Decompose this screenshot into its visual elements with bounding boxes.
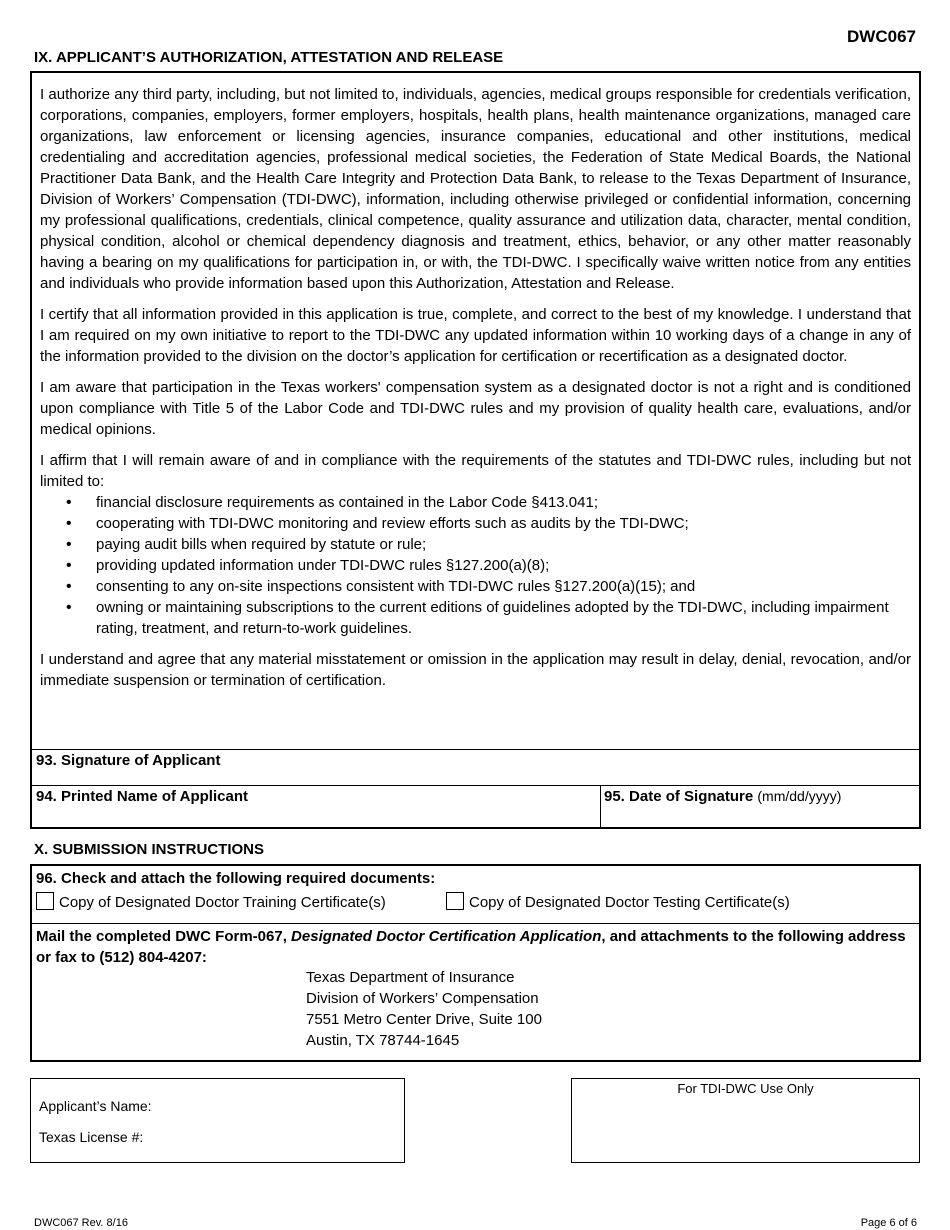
documents-label: 96. Check and attach the following required documents: xyxy=(36,870,436,887)
list-item: • financial disclosure requirements as contained in the Labor Code §413.041; xyxy=(40,492,911,513)
printed-name-field[interactable] xyxy=(32,785,601,827)
date-format-hint: (mm/dd/yyyy) xyxy=(757,788,842,804)
page-number: Page 6 of 6 xyxy=(860,1217,917,1229)
signature-field[interactable] xyxy=(32,749,919,786)
list-item: • providing updated information under TDI-DWC rules §127.200(a)(8); xyxy=(40,555,911,576)
participation-paragraph: I am aware that participation in the Texas workers' compensation system as a designated doctor is not a right and is conditioned upon compliance with Title 5 of the Labor Code and TDI-DWC rules and my provision of quality health care, evaluations, and/or medical opinions. xyxy=(40,379,911,438)
testing-certificate-label: Copy of Designated Doctor Testing Certificate(s) xyxy=(469,894,790,911)
mail-text-1: Mail the completed DWC Form-067, xyxy=(36,928,292,945)
list-item: • paying audit bills when required by statute or rule; xyxy=(40,534,911,555)
list-item: • consenting to any on-site inspections consistent with TDI-DWC rules §127.200(a)(15); and xyxy=(40,576,911,597)
section-9-title: IX. APPLICANT’S AUTHORIZATION, ATTESTATION AND RELEASE xyxy=(34,49,504,66)
form-code: DWC067 xyxy=(847,27,916,46)
mailing-address xyxy=(306,967,542,1051)
testing-checkbox-row[interactable] xyxy=(446,892,790,911)
date-signature-label xyxy=(604,788,841,805)
training-certificate-label: Copy of Designated Doctor Training Certificate(s) xyxy=(59,894,386,911)
authorization-box xyxy=(30,71,921,829)
applicant-name-label: Applicant’s Name: xyxy=(39,1098,152,1114)
training-certificate-checkbox[interactable] xyxy=(36,892,54,910)
misstatement-paragraph: I understand and agree that any material misstatement or omission in the application may result in delay, denial, revocation, and/or immediate suspension or termination of certification. xyxy=(40,651,911,689)
certification-paragraph: I certify that all information provided in this application is true, complete, and correct to the best of my knowledge. I understand that I am required on my own initiative to report to the TDI-DWC any updated information within 10 working days of a change in any of the information provided to the division on the doctor’s application for certification or recertification as a designated doctor. xyxy=(40,306,911,365)
submission-box xyxy=(30,864,921,1062)
mail-text-2: , and attachments to the following address or fax to (512) 804-4207: xyxy=(36,928,906,966)
date-label-text: 95. Date of Signature xyxy=(604,788,754,805)
authorization-paragraph: I authorize any third party, including, but not limited to, individuals, agencies, medical groups responsible for credentials verification, corporations, companies, employers, former employers, hospitals, health plans, health maintenance organizations, managed care organizations, law enforcement or licensing agencies, insurance companies, educational and other institutions, medical credentialing and accreditation agencies, professional medical societies, the Federation of State Medical Boards, the National Practitioner Data Bank, and the Health Care Integrity and Protection Data Bank, to release to the Texas Department of Insurance, Division of Workers’ Compensation (TDI-DWC), information, including otherwise privileged or confidential information, concerning my professional qualifications, credentials, clinical competence, quality assurance and utilization data, character, mental condition, physical condition, alcohol or chemical dependency diagnosis and treatment, ethics, behavior, or any other matter reasonably having a bearing on my qualifications for participation in, or with, the TDI-DWC. I specifically waive written notice from any entities and individuals who provide information based upon this Authorization, Attestation and Release. xyxy=(40,86,911,292)
form-title: Designated Doctor Certification Application xyxy=(291,928,602,945)
signature-label: 93. Signature of Applicant xyxy=(36,752,221,769)
mail-instructions xyxy=(36,926,911,968)
testing-certificate-checkbox[interactable] xyxy=(446,892,464,910)
printed-name-label: 94. Printed Name of Applicant xyxy=(36,788,248,805)
address-line: Division of Workers’ Compensation xyxy=(306,990,539,1007)
applicant-info-box[interactable] xyxy=(30,1078,405,1163)
list-item: • owning or maintaining subscriptions to the current editions of guidelines adopted by the TDI-DWC, including impairment rating, treatment, and return-to-work guidelines. xyxy=(40,597,911,639)
revision-label: DWC067 Rev. 8/16 xyxy=(34,1217,128,1229)
office-use-box xyxy=(571,1078,920,1163)
authorization-text xyxy=(40,84,911,691)
date-signature-field[interactable] xyxy=(600,785,919,827)
section-10-title: X. SUBMISSION INSTRUCTIONS xyxy=(34,841,265,858)
training-checkbox-row[interactable] xyxy=(36,892,386,911)
requirements-list xyxy=(40,492,911,639)
address-line: Austin, TX 78744-1645 xyxy=(306,1032,460,1049)
divider xyxy=(32,923,919,924)
list-item: • cooperating with TDI-DWC monitoring and review efforts such as audits by the TDI-DWC; xyxy=(40,513,911,534)
address-line: Texas Department of Insurance xyxy=(306,969,515,986)
address-line: 7551 Metro Center Drive, Suite 100 xyxy=(306,1011,542,1028)
affirmation-paragraph: I affirm that I will remain aware of and in compliance with the requirements of the statutes and TDI-DWC rules, including but not limited to: xyxy=(40,452,911,490)
license-label: Texas License #: xyxy=(39,1129,144,1145)
office-use-label: For TDI-DWC Use Only xyxy=(677,1081,814,1096)
